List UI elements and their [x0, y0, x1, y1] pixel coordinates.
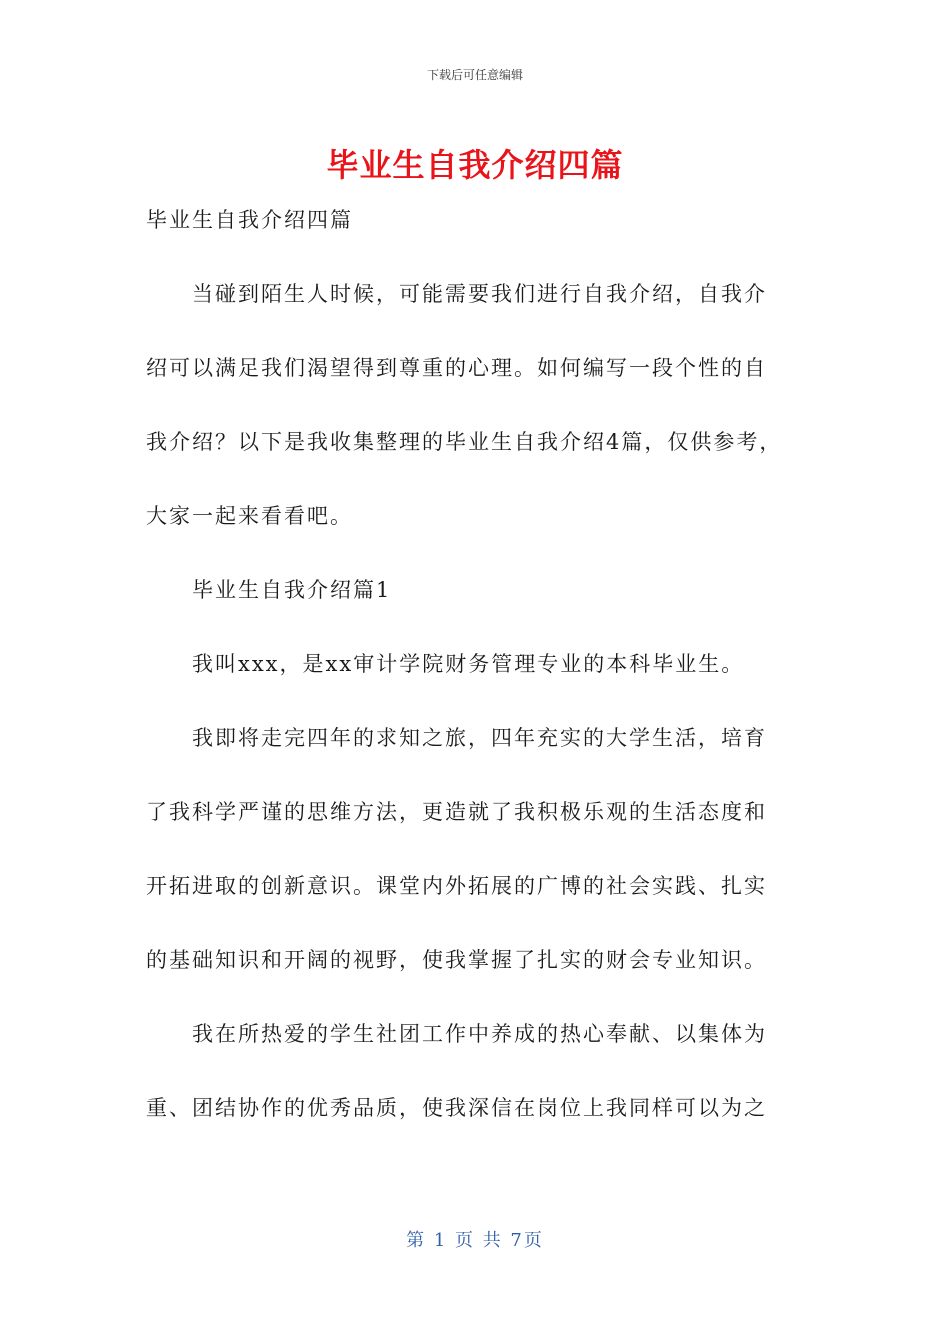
- paragraph-line: 我叫xxx，是xx审计学院财务管理专业的本科毕业生。: [192, 652, 745, 676]
- paragraph-line: 绍可以满足我们渴望得到尊重的心理。如何编写一段个性的自: [146, 356, 767, 380]
- document-title: 毕业生自我介绍四篇: [326, 146, 624, 184]
- paragraph-line: 的基础知识和开阔的视野，使我掌握了扎实的财会专业知识。: [146, 948, 767, 972]
- paragraph-line: 我介绍？以下是我收集整理的毕业生自我介绍4篇，仅供参考，: [146, 430, 783, 454]
- page-number: 第 1 页 共 7页: [406, 1230, 544, 1251]
- page-header-note: 下载后可任意编辑: [426, 68, 523, 82]
- paragraph-line: 当碰到陌生人时候，可能需要我们进行自我介绍，自我介: [192, 282, 767, 306]
- paragraph-line: 我即将走完四年的求知之旅，四年充实的大学生活，培育: [192, 726, 767, 750]
- paragraph-line: 重、团结协作的优秀品质，使我深信在岗位上我同样可以为之: [146, 1096, 767, 1120]
- subtitle-line: 毕业生自我介绍四篇: [146, 208, 353, 232]
- paragraph-line: 我在所热爱的学生社团工作中养成的热心奉献、以集体为: [192, 1022, 767, 1046]
- paragraph-line: 大家一起来看看吧。: [146, 504, 353, 528]
- paragraph-line: 开拓进取的创新意识。课堂内外拓展的广博的社会实践、扎实: [146, 874, 767, 898]
- document-body: [146, 198, 806, 1130]
- section-heading: 毕业生自我介绍篇1: [192, 578, 392, 602]
- paragraph-line: 了我科学严谨的思维方法，更造就了我积极乐观的生活态度和: [146, 800, 767, 824]
